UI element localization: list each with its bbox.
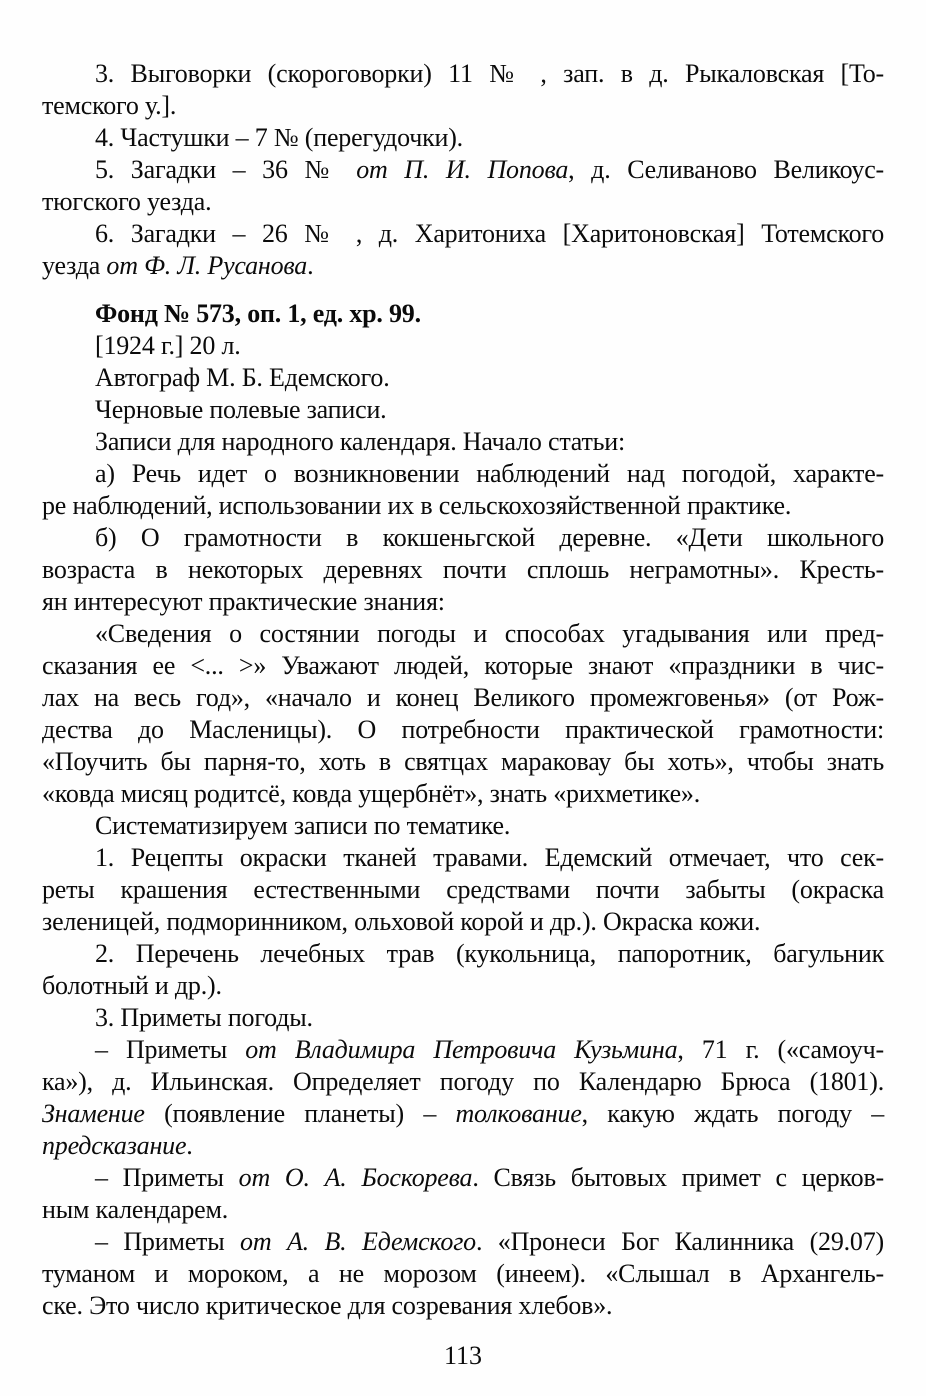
text-segment: . xyxy=(307,251,314,280)
text-segment: реты крашения естественными средствами почти забыты (окраска xyxy=(42,875,884,904)
text-segment: 3. Выговорки (скороговорки) 11 № , зап. в д. Рыкаловская [То- xyxy=(95,59,884,88)
text-segment: Систематизируем записи по тематике. xyxy=(95,811,511,840)
text-line xyxy=(42,522,884,554)
italic-text-segment: от А. В. Едемского xyxy=(240,1227,476,1256)
text-segment: ка»), д. Ильинская. Определяет погоду по Календарю Брюса (1801). xyxy=(42,1067,884,1096)
text-line xyxy=(42,554,884,586)
text-line xyxy=(42,122,884,154)
text-line xyxy=(42,1290,884,1322)
italic-text-segment: от О. А. Боскорева xyxy=(238,1163,473,1192)
text-segment: – Приметы xyxy=(95,1227,241,1256)
text-segment: 5. Загадки – 36 № xyxy=(95,155,357,184)
text-segment: лах на весь год», «начало и конец Великого промежговенья» (от Рож- xyxy=(42,683,884,712)
text-line xyxy=(42,874,884,906)
text-segment: 2. Перечень лечебных трав (кукольница, папоротник, багульник xyxy=(95,939,884,968)
text-segment: [1924 г.] 20 л. xyxy=(95,331,241,360)
text-line xyxy=(42,490,884,522)
italic-text-segment: от Владимира Петровича Кузьмина xyxy=(245,1035,678,1064)
text-segment: темского у.]. xyxy=(42,91,177,120)
text-line xyxy=(42,458,884,490)
text-line xyxy=(42,1066,884,1098)
text-segment: Автограф М. Б. Едемского. xyxy=(95,363,390,392)
text-segment: 3. Приметы погоды. xyxy=(95,1003,313,1032)
text-segment: туманом и мороком, а не морозом (инеем). «Слышал в Архангель- xyxy=(42,1259,884,1288)
text-line xyxy=(42,906,884,938)
text-segment: , какую ждать погоду – xyxy=(581,1099,884,1128)
text-segment: «ковда мисяц родитсё, ковда ущербнёт», знать «рихметике». xyxy=(42,779,701,808)
text-line xyxy=(42,650,884,682)
text-segment: 6. Загадки – 26 № , д. Харитониха [Харитоновская] Тотемского xyxy=(95,219,884,248)
text-line xyxy=(42,618,884,650)
text-line xyxy=(42,426,884,458)
italic-text-segment: толкование xyxy=(455,1099,582,1128)
text-line xyxy=(42,746,884,778)
text-segment: «Сведения о состянии погоды и способах угадывания или пред- xyxy=(95,619,884,648)
text-segment: 1. Рецепты окраски тканей травами. Едемский отмечает, что сек- xyxy=(95,843,884,872)
text-line xyxy=(42,970,884,1002)
text-segment: тюгского уезда. xyxy=(42,187,212,216)
text-line xyxy=(42,330,884,362)
text-segment: , 71 г. («самоуч- xyxy=(677,1035,884,1064)
text-line xyxy=(42,1034,884,1066)
text-segment: (появление планеты) – xyxy=(144,1099,456,1128)
text-segment: . xyxy=(186,1131,193,1160)
text-line xyxy=(42,90,884,122)
bold-text-segment: Фонд № 573, оп. 1, ед. хр. 99. xyxy=(95,299,421,328)
text-segment: зеленицей, подморинником, ольховой корой и др.). Окраска кожи. xyxy=(42,907,761,936)
text-line xyxy=(42,714,884,746)
text-segment: – Приметы xyxy=(95,1035,246,1064)
text-segment: ре наблюдений, использовании их в сельскохозяйственной практике. xyxy=(42,491,792,520)
text-line xyxy=(42,186,884,218)
italic-text-segment: Знамение xyxy=(42,1099,145,1128)
text-line xyxy=(42,810,884,842)
italic-text-segment: от П. И. Попова xyxy=(356,155,569,184)
text-segment: уезда xyxy=(42,251,107,280)
text-line xyxy=(42,778,884,810)
text-line xyxy=(42,682,884,714)
text-line xyxy=(42,154,884,186)
text-line xyxy=(42,1098,884,1130)
text-segment: а) Речь идет о возникновении наблюдений над погодой, характе- xyxy=(95,459,884,488)
text-segment: возраста в некоторых деревнях почти сплошь неграмотны». Кресть- xyxy=(42,555,884,584)
text-segment: . Связь бытовых примет с церков- xyxy=(472,1163,885,1192)
page-text xyxy=(42,58,884,1322)
text-segment: – Приметы xyxy=(95,1163,239,1192)
text-segment: 4. Частушки – 7 № (перегудочки). xyxy=(95,123,463,152)
text-line xyxy=(42,1226,884,1258)
italic-text-segment: от Ф. Л. Русанова xyxy=(106,251,308,280)
text-line xyxy=(42,394,884,426)
text-line xyxy=(42,586,884,618)
text-line xyxy=(42,1258,884,1290)
text-segment: , д. Селиваново Великоус- xyxy=(568,155,884,184)
text-segment: дества до Масленицы). О потребности практической грамотности: xyxy=(42,715,884,744)
text-line xyxy=(42,1162,884,1194)
text-line xyxy=(42,1002,884,1034)
text-line xyxy=(42,362,884,394)
text-segment: Черновые полевые записи. xyxy=(95,395,387,424)
text-segment: сказания ее <... >» Уважают людей, которые знают «праздники в чис- xyxy=(42,651,884,680)
italic-text-segment: предсказание xyxy=(42,1131,187,1160)
text-segment: ным календарем. xyxy=(42,1195,229,1224)
text-line xyxy=(42,938,884,970)
text-line xyxy=(42,250,884,282)
text-line xyxy=(42,58,884,90)
text-line xyxy=(42,218,884,250)
text-segment: «Поучить бы парня-то, хоть в святцах мараковау бы хоть», чтобы знать xyxy=(42,747,884,776)
text-segment: б) О грамотности в кокшеньгской деревне. «Дети школьного xyxy=(95,523,884,552)
text-line xyxy=(42,842,884,874)
text-line xyxy=(42,298,884,330)
text-segment: . «Пронеси Бог Калинника (29.07) xyxy=(475,1227,884,1256)
text-segment: Записи для народного календаря. Начало статьи: xyxy=(95,427,626,456)
page-number: 113 xyxy=(443,1341,483,1370)
text-segment: ске. Это число критическое для созревания хлебов». xyxy=(42,1291,613,1320)
text-segment: ян интересуют практические знания: xyxy=(42,587,445,616)
text-segment: болотный и др.). xyxy=(42,971,222,1000)
text-line xyxy=(42,1194,884,1226)
text-line xyxy=(42,1130,884,1162)
